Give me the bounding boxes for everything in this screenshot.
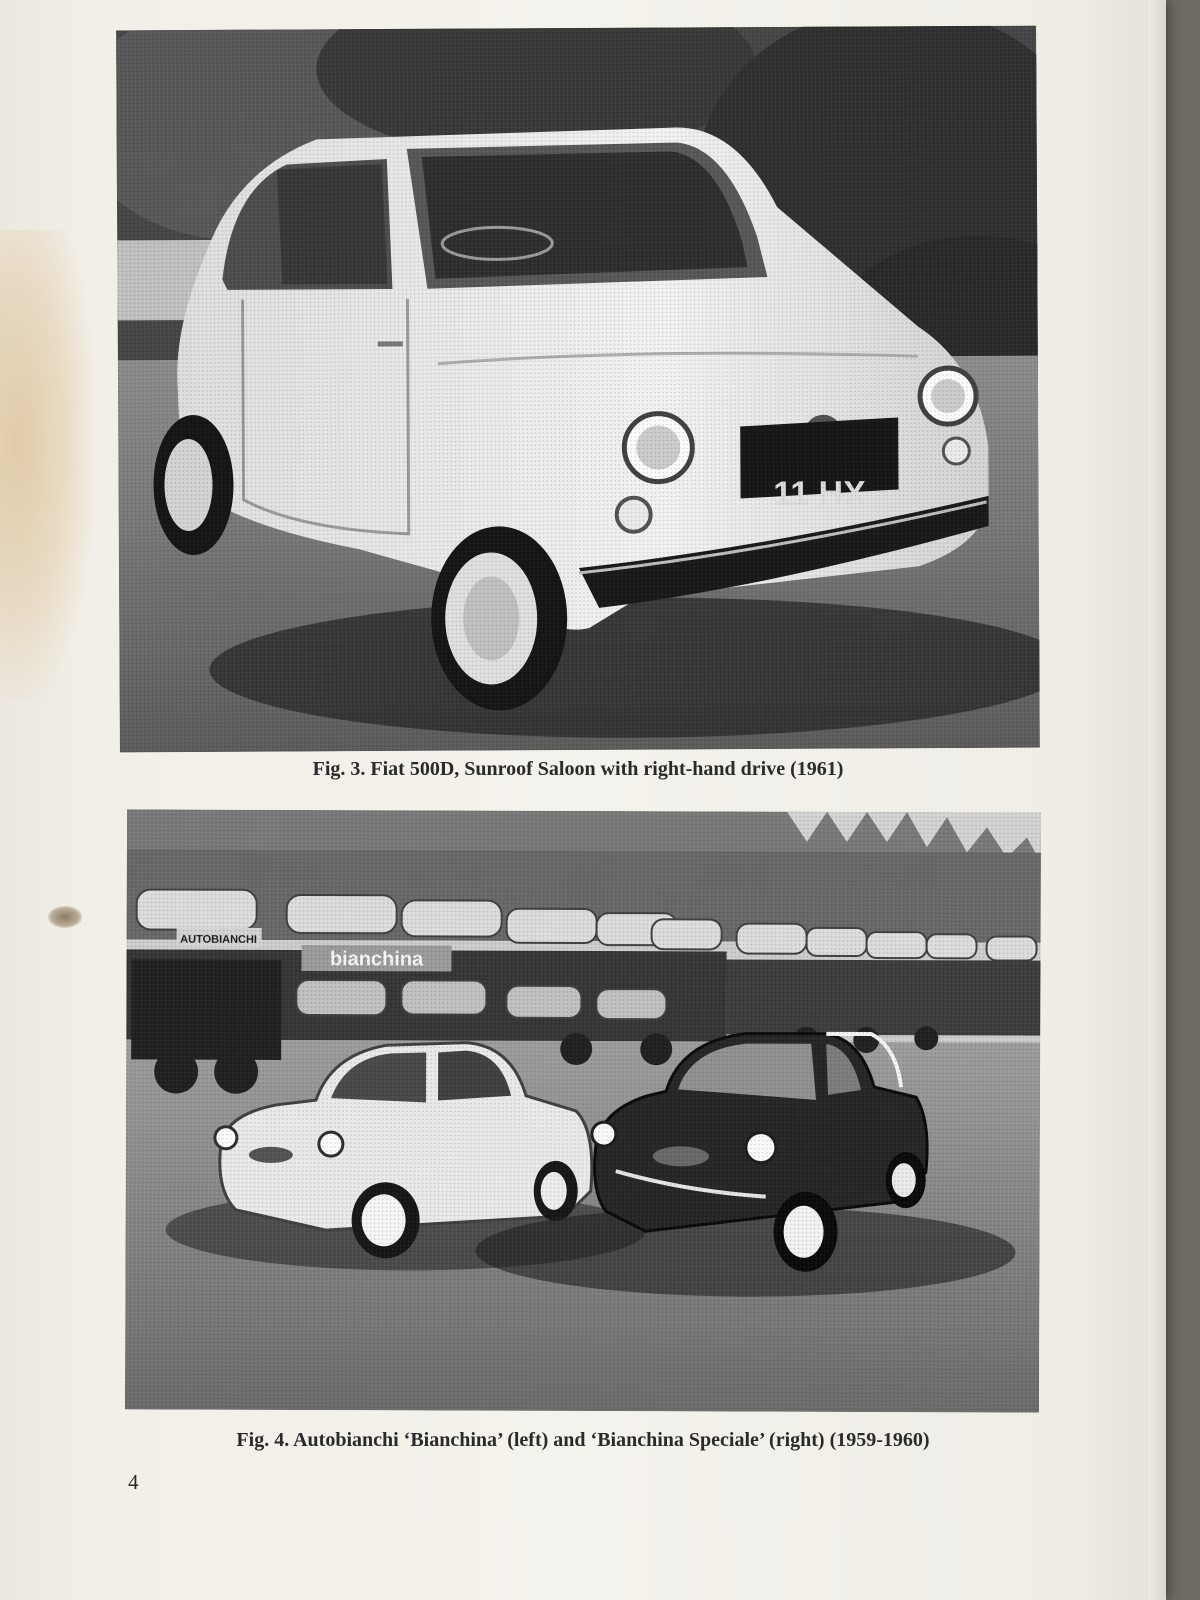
page-number: 4 xyxy=(128,1470,139,1494)
paper-spot xyxy=(48,906,82,928)
water-stain xyxy=(0,230,95,700)
figure-3-caption: Fig. 3. Fiat 500D, Sunroof Saloon with right-hand drive (1961) xyxy=(312,758,844,780)
photo-autobianchi-bianchina xyxy=(125,809,1041,1412)
figure-4-caption: Fig. 4. Autobianchi ‘Bianchina’ (left) and ‘Bianchina Speciale’ (right) (1959-1960) xyxy=(236,1429,930,1451)
photo-fiat-500d xyxy=(116,26,1040,753)
page-edge xyxy=(1148,0,1166,1600)
